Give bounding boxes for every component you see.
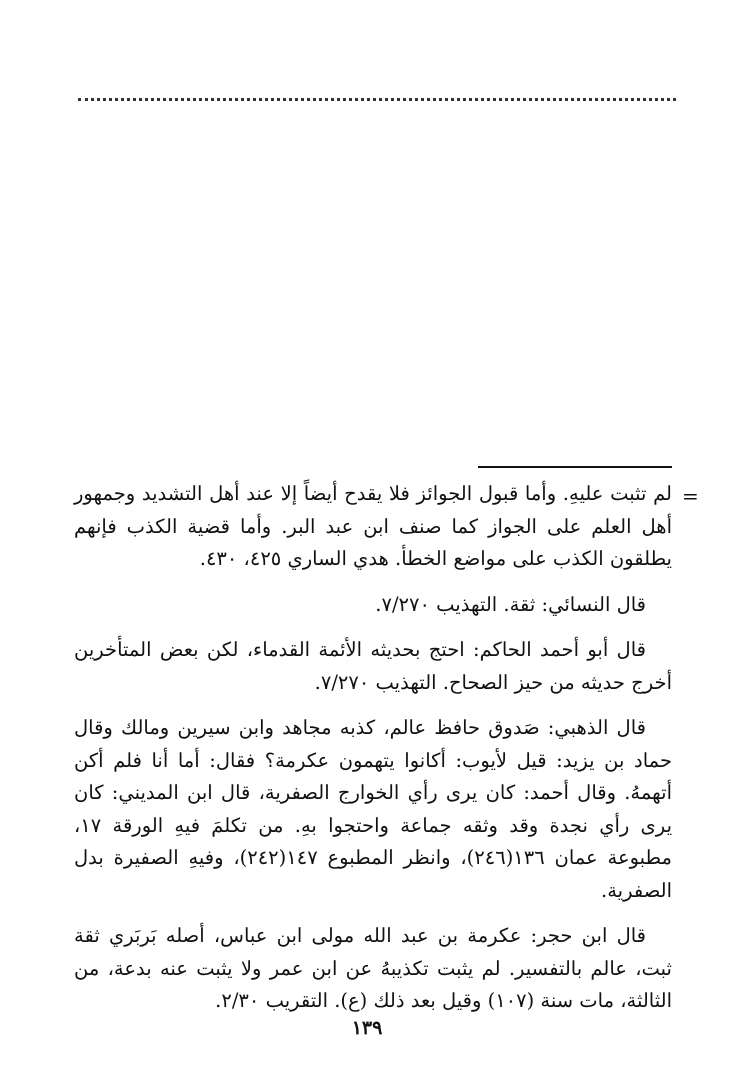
page-number: ١٣٩	[351, 1017, 383, 1039]
footnote-paragraph: قال أبو أحمد الحاكم: احتج بحديثه الأئمة القدماء، لكن بعض المتأخرين أخرج حديثه من حيز الصحاح. التهذيب ٧/٢٧٠.	[74, 638, 672, 694]
footnotes-block	[74, 478, 672, 1031]
continuation-mark: =	[682, 484, 699, 508]
footnote-rule	[478, 466, 672, 468]
footnote-paragraph: قال النسائي: ثقة. التهذيب ٧/٢٧٠.	[375, 592, 646, 616]
footnote-paragraph: قال ابن حجر: عكرمة بن عبد الله مولى ابن عباس، أصله بَربَري ثقة ثبت، عالم بالتفسير. لم يثبت تكذيبهُ عن ابن عمر ولا يثبت عنه بدعة، من الثالثة، مات سنة (١٠٧) وقيل بعد ذلك (ع). التقريب ٢/٣٠.	[74, 924, 672, 1012]
dotted-separator	[78, 88, 676, 101]
footnote-paragraph: لم تثبت عليهِ. وأما قبول الجوائز فلا يقدح أيضاً إلا عند أهل التشديد وجمهور أهل العلم على الجواز كما صنف ابن عبد البر. وأما قضية الكذب فإنهم يطلقون الكذب على مواضع الخطأ. هدي الساري ٤٢٥، ٤٣٠.	[74, 482, 672, 570]
footnote-paragraph: قال الذهبي: صَدوق حافظ عالم، كذبه مجاهد وابن سيرين ومالك وقال حماد بن يزيد: قيل لأيوب: أكانوا يتهمون عكرمة؟ فقال: أما أنا فلم أكن أتهمهُ. وقال أحمد: كان يرى رأي الخوارج الصفرية، قال ابن المديني: كان يرى رأي نجدة وقد وثقه جماعة واحتجوا بهِ. من تكلمَ فيهِ الورقة ١٧، مطبوعة عمان ١٣٦(٢٤٦)، وانظر المطبوع ١٤٧(٢٤٢)، وفيهِ الصفيرة بدل الصفرية.	[74, 716, 672, 902]
